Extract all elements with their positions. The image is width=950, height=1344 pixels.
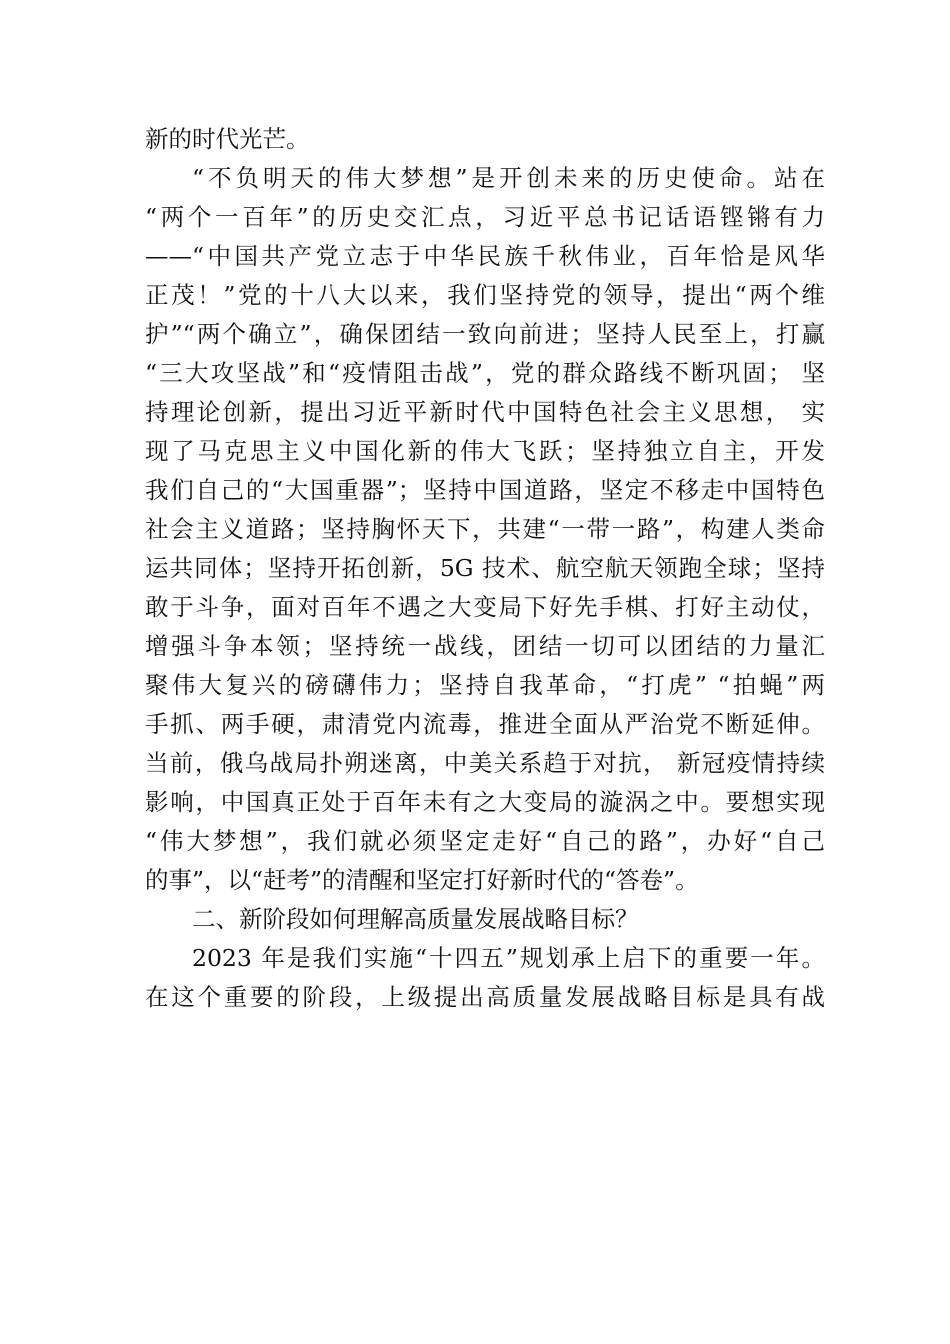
text-line: 在这个重要的阶段，上级提出高质量发展战略目标是具有战 <box>145 983 825 1011</box>
text-line: 聚伟大复兴的磅礴伟力；坚持自我革命，“打虎” “拍蝇”两 <box>145 671 825 699</box>
text-line: 2023 年是我们实施“十四五”规划承上启下的重要一年。 <box>192 944 825 972</box>
text-line: 的事”，以“赶考”的清醒和坚定打好新时代的“答卷”。 <box>145 866 699 894</box>
text-line: 正茂！”党的十八大以来，我们坚持党的领导，提出“两个维 <box>145 281 825 309</box>
text-line: 增强斗争本领；坚持统一战线，团结一切可以团结的力量汇 <box>145 632 825 660</box>
text-line: “两个一百年”的历史交汇点，习近平总书记话语铿锵有力 <box>145 203 825 231</box>
text-line: “伟大梦想”，我们就必须坚定走好“自己的路”，办好“自己 <box>145 827 825 855</box>
text-line: 护”“两个确立”，确保团结一致向前进；坚持人民至上，打赢 <box>145 320 825 348</box>
text-line: ——“中国共产党立志于中华民族千秋伟业，百年恰是风华 <box>145 242 825 270</box>
text-line: 我们自己的“大国重器”；坚持中国道路，坚定不移走中国特色 <box>145 476 825 504</box>
text-line: 手抓、两手硬，肃清党内流毒，推进全面从严治党不断延伸。 <box>145 710 825 738</box>
text-line: 当前，俄乌战局扑朔迷离，中美关系趋于对抗， 新冠疫情持续 <box>145 749 825 777</box>
section-heading: 二、新阶段如何理解高质量发展战略目标？ <box>192 905 639 933</box>
text-line: 影响，中国真正处于百年未有之大变局的漩涡之中。要想实现 <box>145 788 825 816</box>
text-line: “三大攻坚战”和“疫情阻击战”，党的群众路线不断巩固； 坚 <box>145 359 825 387</box>
text-line: 持理论创新，提出习近平新时代中国特色社会主义思想， 实 <box>145 398 825 426</box>
text-line: 现了马克思主义中国化新的伟大飞跃；坚持独立自主，开发 <box>145 437 825 465</box>
text-line: “不负明天的伟大梦想”是开创未来的历史使命。站在 <box>192 164 825 192</box>
text-line: 社会主义道路；坚持胸怀天下，共建“一带一路”，构建人类命 <box>145 515 825 543</box>
text-line: 运共同体；坚持开拓创新，5G 技术、航空航天领跑全球；坚持 <box>145 554 825 582</box>
body-text <box>145 120 825 1017</box>
text-line: 敢于斗争，面对百年不遇之大变局下好先手棋、打好主动仗， <box>145 593 825 621</box>
text-line: 新的时代光芒。 <box>145 125 310 153</box>
